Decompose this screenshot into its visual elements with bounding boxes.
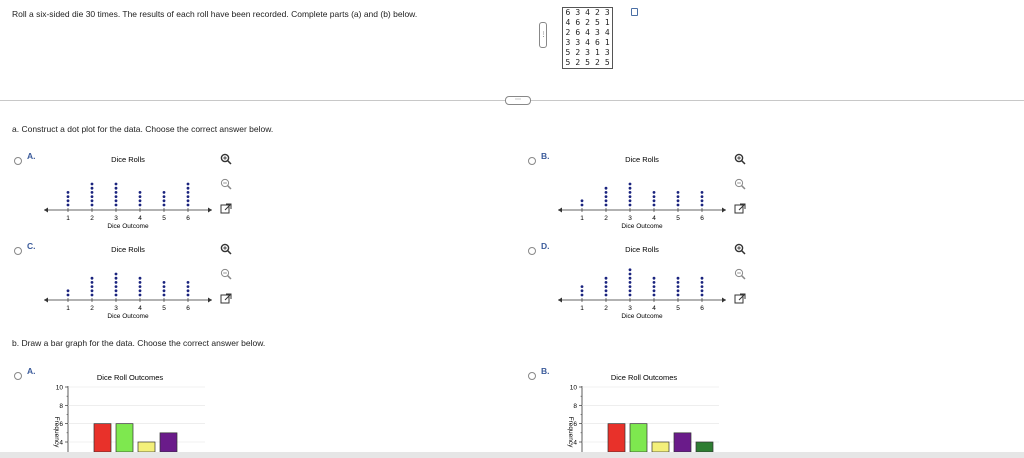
dot-point [187, 294, 190, 297]
x-tick-label: 3 [628, 215, 632, 222]
dot-point [187, 285, 190, 288]
dot-point [653, 281, 656, 284]
dot-point [701, 289, 704, 292]
dot-point [605, 195, 608, 198]
dot-point [139, 277, 142, 280]
table-cell: 3 [594, 28, 600, 37]
zoom-in-icon[interactable] [734, 243, 746, 255]
dot-point [115, 187, 118, 190]
bar-option-b-letter: B. [541, 366, 550, 376]
dot-point [677, 277, 680, 280]
roll-results-table [562, 7, 613, 69]
bar [674, 433, 691, 452]
dot-point [581, 289, 584, 292]
dot-point [701, 195, 704, 198]
bar-graph-b [544, 370, 744, 452]
table-cell: 5 [565, 58, 571, 67]
table-cell: 4 [565, 18, 571, 27]
y-tick-label: 6 [59, 421, 63, 429]
dot-point [629, 294, 632, 297]
dot-point [653, 285, 656, 288]
table-cell: 6 [594, 38, 600, 47]
bar [160, 433, 177, 452]
x-tick-label: 2 [90, 215, 94, 222]
dot-point [187, 281, 190, 284]
dot-point [163, 289, 166, 292]
x-axis-label: Dice Outcome [107, 313, 149, 320]
dot-point [115, 195, 118, 198]
dot-point [653, 289, 656, 292]
dot-point [91, 289, 94, 292]
dot-point [653, 195, 656, 198]
x-tick-label: 3 [114, 215, 118, 222]
axis-arrow-left [558, 298, 562, 303]
x-tick-label: 1 [580, 305, 584, 312]
dot-point [581, 285, 584, 288]
dot-point [605, 199, 608, 202]
dot-point [653, 199, 656, 202]
dot-point [581, 204, 584, 207]
x-tick-label: 6 [700, 305, 704, 312]
dot-point [629, 191, 632, 194]
dot-point [67, 204, 70, 207]
table-cell: 4 [585, 38, 590, 47]
x-tick-label: 5 [676, 215, 680, 222]
dot-point [115, 294, 118, 297]
table-cell: 5 [604, 58, 610, 67]
table-cell: 6 [565, 8, 571, 17]
dot-point [91, 183, 94, 186]
table-row [563, 38, 613, 48]
dot-point [581, 294, 584, 297]
dot-point [187, 187, 190, 190]
table-cell: 6 [575, 18, 581, 27]
y-tick-label: 6 [573, 421, 577, 429]
copy-icon[interactable] [631, 8, 638, 16]
dot-point [91, 191, 94, 194]
expand-icon[interactable] [734, 203, 746, 215]
x-tick-label: 2 [90, 305, 94, 312]
x-tick-label: 3 [114, 305, 118, 312]
dot-point [139, 289, 142, 292]
dot-point [677, 191, 680, 194]
table-cell: 3 [604, 8, 610, 17]
axis-arrow-right [208, 298, 212, 303]
zoom-in-icon[interactable] [220, 243, 232, 255]
dot-point [605, 187, 608, 190]
dot-point [605, 285, 608, 288]
table-cell: 1 [604, 18, 610, 27]
dot-point [67, 289, 70, 292]
dot-point [629, 199, 632, 202]
x-tick-label: 5 [676, 305, 680, 312]
dot-point [677, 204, 680, 207]
dot-point [163, 281, 166, 284]
expand-icon[interactable] [220, 203, 232, 215]
bar [630, 424, 647, 452]
dot-point [677, 285, 680, 288]
dot-point [115, 183, 118, 186]
dot-plot-d [554, 240, 754, 320]
dot-point [67, 199, 70, 202]
dot-point [629, 183, 632, 186]
dot-point [677, 195, 680, 198]
zoom-in-icon[interactable] [220, 153, 232, 165]
x-tick-label: 5 [162, 215, 166, 222]
dot-point [653, 191, 656, 194]
axis-arrow-right [722, 208, 726, 213]
dot-point [163, 191, 166, 194]
table-cell: 2 [565, 28, 571, 37]
dot-point [605, 277, 608, 280]
table-cell: 6 [575, 28, 581, 37]
zoom-out-icon[interactable] [220, 178, 232, 190]
dot-point [163, 195, 166, 198]
expand-icon[interactable] [734, 293, 746, 305]
dot-point [629, 281, 632, 284]
x-tick-label: 4 [138, 215, 142, 222]
part-b-question: b. Draw a bar graph for the data. Choose the correct answer below. [12, 338, 266, 348]
dot-point [701, 294, 704, 297]
bar-graph-title: Dice Roll Outcomes [610, 373, 678, 382]
dot-point [187, 204, 190, 207]
y-tick-label: 8 [59, 402, 63, 410]
x-tick-label: 1 [580, 215, 584, 222]
dot-plot-b [554, 150, 754, 230]
dot-point [115, 285, 118, 288]
expand-icon[interactable] [220, 293, 232, 305]
dot-point [653, 277, 656, 280]
dot-point [701, 285, 704, 288]
bar [696, 442, 713, 452]
dot-point [91, 187, 94, 190]
y-axis-label: Frequency [567, 416, 574, 448]
dot-point [115, 273, 118, 276]
dot-point [677, 289, 680, 292]
dot-point [187, 183, 190, 186]
x-tick-label: 6 [186, 215, 190, 222]
dot-point [115, 277, 118, 280]
dot-point [701, 281, 704, 284]
dot-point [163, 285, 166, 288]
dot-point [163, 204, 166, 207]
dot-point [653, 204, 656, 207]
dot-point [163, 294, 166, 297]
axis-arrow-left [558, 208, 562, 213]
x-tick-label: 3 [628, 305, 632, 312]
table-cell: 3 [604, 48, 610, 57]
x-tick-label: 4 [652, 305, 656, 312]
table-cell: 1 [604, 38, 610, 47]
dot-point [187, 289, 190, 292]
zoom-out-icon[interactable] [220, 268, 232, 280]
table-row [563, 18, 613, 28]
bar [608, 424, 625, 452]
x-tick-label: 6 [186, 305, 190, 312]
dot-point [67, 294, 70, 297]
dot-point [91, 277, 94, 280]
table-row [563, 8, 613, 19]
dot-point [115, 281, 118, 284]
x-axis-label: Dice Outcome [107, 223, 149, 230]
option-d-radio[interactable] [528, 242, 536, 260]
dot-point [677, 199, 680, 202]
table-cell: 1 [594, 48, 600, 57]
y-tick-label: 4 [59, 439, 63, 447]
dot-point [91, 199, 94, 202]
dot-point [187, 195, 190, 198]
axis-arrow-left [44, 298, 48, 303]
bar [652, 442, 669, 452]
dot-point [629, 187, 632, 190]
dot-point [115, 191, 118, 194]
table-cell: 2 [585, 18, 590, 27]
dot-point [163, 199, 166, 202]
zoom-in-icon[interactable] [734, 153, 746, 165]
part-a-question: a. Construct a dot plot for the data. Choose the correct answer below. [12, 124, 274, 134]
dot-point [139, 195, 142, 198]
dot-point [67, 195, 70, 198]
table-cell: 5 [594, 18, 600, 27]
table-cell: 2 [594, 58, 600, 67]
dot-point [91, 195, 94, 198]
y-tick-label: 4 [573, 439, 577, 447]
table-cell: 2 [594, 8, 600, 17]
horizontal-resize-handle[interactable]: ⋯ [505, 96, 531, 105]
problem-statement: Roll a six-sided die 30 times. The results of each roll have been recorded. Complete parts (a) and (b) below. [12, 9, 418, 19]
dot-point [605, 289, 608, 292]
dot-point [629, 277, 632, 280]
dot-point [701, 204, 704, 207]
dot-point [629, 289, 632, 292]
bar-option-a-letter: A. [27, 366, 36, 376]
x-tick-label: 2 [604, 305, 608, 312]
table-cell: 3 [565, 38, 571, 47]
dot-point [677, 294, 680, 297]
dot-point [605, 204, 608, 207]
dot-plot-c [40, 240, 240, 320]
bar-graph-a [30, 370, 230, 452]
dot-point [115, 204, 118, 207]
zoom-out-icon[interactable] [734, 178, 746, 190]
bar-graph-title: Dice Roll Outcomes [96, 373, 164, 382]
dot-point [67, 191, 70, 194]
option-d-letter: D. [541, 241, 550, 251]
dot-point [139, 285, 142, 288]
dot-point [629, 273, 632, 276]
table-cell: 4 [585, 28, 590, 37]
bar [138, 442, 155, 452]
bar [94, 424, 111, 452]
dot-point [91, 204, 94, 207]
option-a-radio[interactable] [14, 152, 22, 170]
bar-option-b-radio[interactable] [528, 367, 536, 385]
dot-point [701, 277, 704, 280]
y-tick-label: 8 [573, 402, 577, 410]
table-cell: 5 [565, 48, 571, 57]
dot-point [91, 285, 94, 288]
table-row [563, 28, 613, 38]
table-row [563, 48, 613, 58]
dot-plot-title: Dice Rolls [111, 155, 145, 164]
axis-arrow-left [44, 208, 48, 213]
x-tick-label: 6 [700, 215, 704, 222]
dot-point [139, 294, 142, 297]
vertical-resize-handle[interactable]: ⋮ [539, 22, 547, 48]
dot-point [115, 289, 118, 292]
dot-point [91, 281, 94, 284]
dot-point [581, 199, 584, 202]
dot-point [139, 204, 142, 207]
x-tick-label: 5 [162, 305, 166, 312]
option-a-letter: A. [27, 151, 36, 161]
zoom-out-icon[interactable] [734, 268, 746, 280]
dot-point [701, 199, 704, 202]
bar-option-a-radio[interactable] [14, 367, 22, 385]
option-c-radio[interactable] [14, 242, 22, 260]
table-cell: 3 [585, 48, 590, 57]
table-cell: 4 [585, 8, 590, 17]
option-b-radio[interactable] [528, 152, 536, 170]
dot-point [677, 281, 680, 284]
x-tick-label: 4 [652, 215, 656, 222]
dot-point [139, 199, 142, 202]
dot-point [653, 294, 656, 297]
dot-point [605, 191, 608, 194]
dot-point [629, 268, 632, 271]
x-tick-label: 1 [66, 215, 70, 222]
table-cell: 2 [575, 48, 581, 57]
table-cell: 4 [604, 28, 610, 37]
dot-point [115, 199, 118, 202]
dot-plot-title: Dice Rolls [111, 245, 145, 254]
x-tick-label: 2 [604, 215, 608, 222]
dot-plot-title: Dice Rolls [625, 245, 659, 254]
dot-point [91, 294, 94, 297]
dot-point [139, 281, 142, 284]
dot-point [187, 191, 190, 194]
x-tick-label: 4 [138, 305, 142, 312]
y-axis-label: Frequency [53, 416, 60, 448]
x-tick-label: 1 [66, 305, 70, 312]
bottom-scrollbar[interactable] [0, 452, 1024, 458]
table-cell: 2 [575, 58, 581, 67]
bar [116, 424, 133, 452]
table-cell: 3 [575, 38, 581, 47]
dot-point [605, 281, 608, 284]
axis-arrow-right [722, 298, 726, 303]
dot-point [187, 199, 190, 202]
dot-point [701, 191, 704, 194]
table-cell: 3 [575, 8, 581, 17]
option-c-letter: C. [27, 241, 36, 251]
dot-point [139, 191, 142, 194]
dot-plot-title: Dice Rolls [625, 155, 659, 164]
y-tick-label: 10 [569, 384, 577, 392]
option-b-letter: B. [541, 151, 550, 161]
x-axis-label: Dice Outcome [621, 313, 663, 320]
axis-arrow-right [208, 208, 212, 213]
x-axis-label: Dice Outcome [621, 223, 663, 230]
y-tick-label: 10 [55, 384, 63, 392]
table-row [563, 58, 613, 69]
dot-point [605, 294, 608, 297]
dot-point [629, 285, 632, 288]
dot-point [629, 195, 632, 198]
dot-plot-a [40, 150, 240, 230]
table-cell: 5 [585, 58, 590, 67]
dot-point [629, 204, 632, 207]
